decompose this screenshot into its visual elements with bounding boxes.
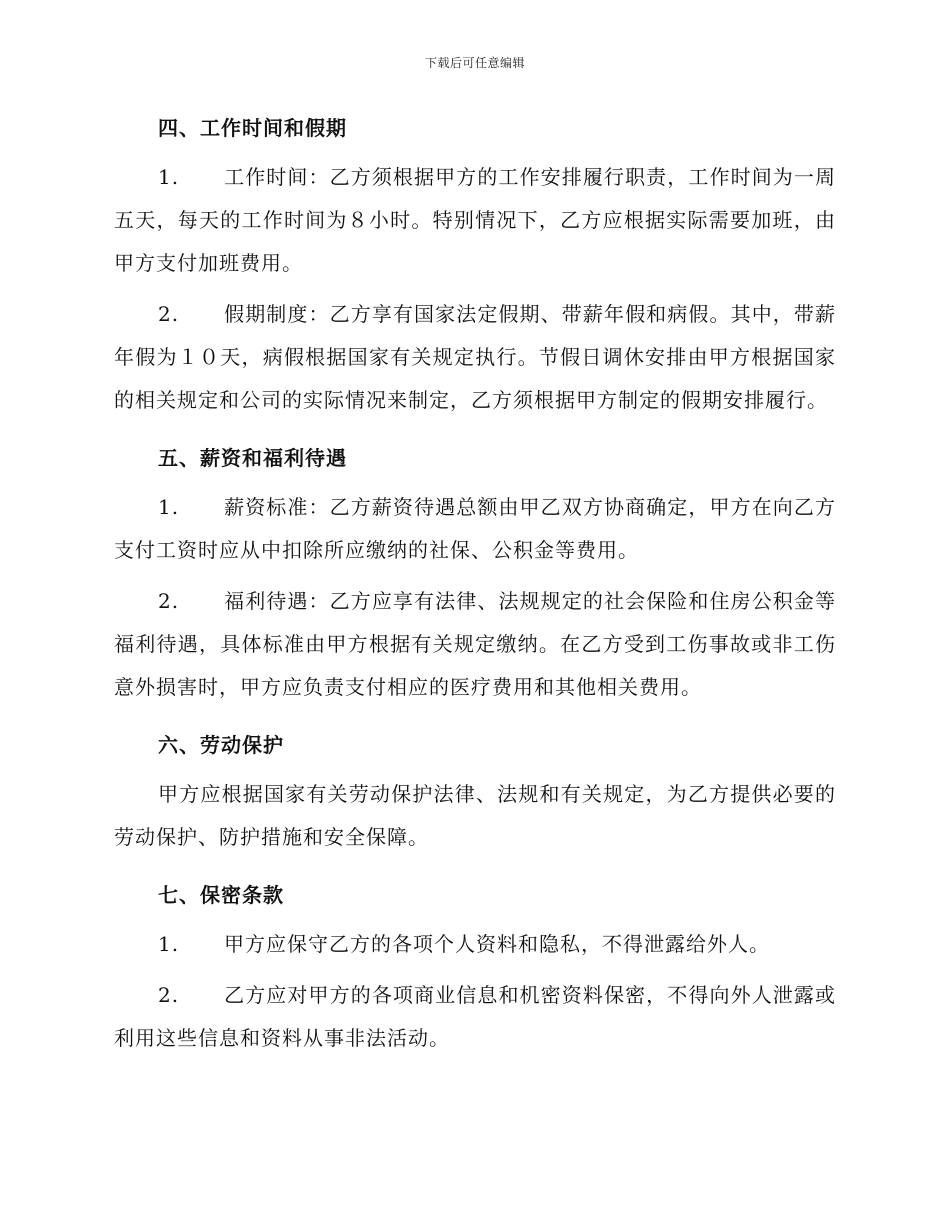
clause-text: 福利待遇：乙方应享有法律、法规规定的社会保险和住房公积金等福利待遇，具体标准由甲方根据有关规定缴纳。在乙方受到工伤事故或非工伤意外损害时，甲方应负责支付相应的医疗费用和其他相关费用。 <box>114 589 836 699</box>
clause-number: 1. <box>158 495 180 519</box>
clause-employee-confidentiality <box>114 974 836 1060</box>
clause-text: 工作时间：乙方须根据甲方的工作安排履行职责，工作时间为一周五天，每天的工作时间为８小时。特别情况下，乙方应根据实际需要加班，由甲方支付加班费用。 <box>114 165 836 275</box>
clause-welfare <box>114 580 836 709</box>
clause-text: 甲方应保守乙方的各项个人资料和隐私，不得泄露给外人。 <box>224 932 770 956</box>
clause-labor-protection: 甲方应根据国家有关劳动保护法律、法规和有关规定，为乙方提供必要的劳动保护、防护措施和安全保障。 <box>114 782 836 849</box>
section-heading-work-time: 四、工作时间和假期 <box>158 116 347 140</box>
section-heading-confidentiality: 七、保密条款 <box>158 883 284 907</box>
clause-number: 1. <box>158 932 180 956</box>
clause-employer-confidentiality <box>114 923 836 966</box>
clause-number: 2. <box>158 302 180 326</box>
clause-number: 2. <box>158 589 180 613</box>
section-heading-labor-protection: 六、劳动保护 <box>158 733 284 757</box>
clause-number: 2. <box>158 983 180 1007</box>
clause-text: 乙方应对甲方的各项商业信息和机密资料保密，不得向外人泄露或利用这些信息和资料从事非法活动。 <box>114 983 836 1050</box>
clause-salary-standard <box>114 486 836 572</box>
section-heading-salary: 五、薪资和福利待遇 <box>158 446 347 470</box>
document-body <box>114 108 836 1068</box>
clause-number: 1. <box>158 165 180 189</box>
clause-text: 薪资标准：乙方薪资待遇总额由甲乙双方协商确定，甲方在向乙方支付工资时应从中扣除所应缴纳的社保、公积金等费用。 <box>114 495 836 562</box>
clause-leave-policy <box>114 293 836 422</box>
header-note: 下载后可任意编辑 <box>424 56 525 70</box>
clause-text: 假期制度：乙方享有国家法定假期、带薪年假和病假。其中，带薪年假为１０天，病假根据国家有关规定执行。节假日调休安排由甲方根据国家的相关规定和公司的实际情况来制定，乙方须根据甲方制定的假期安排履行。 <box>114 302 836 412</box>
clause-work-time <box>114 156 836 285</box>
